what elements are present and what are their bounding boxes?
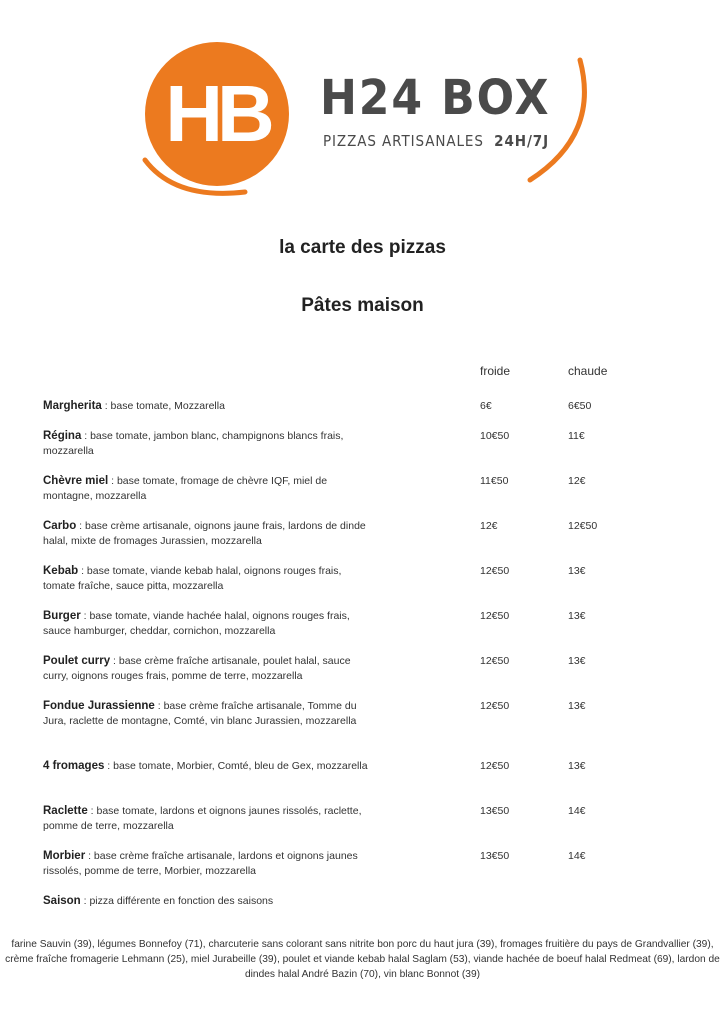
price-hot: 13€: [568, 655, 586, 667]
price-cold: 12€50: [480, 610, 510, 622]
menu-item-ingredients: : base tomate, viande hachée halal, oignons rouges frais, sauce hamburger, cheddar, cornichon, mozzarella: [43, 610, 350, 637]
menu-item-ingredients: : base crème fraîche artisanale, poulet halal, sauce curry, oignons rouges frais, pomme de terre, mozzarella: [43, 655, 351, 682]
price-cold: 13€50: [480, 850, 510, 862]
price-hot: 13€: [568, 610, 586, 622]
menu-item-ingredients: : base crème fraîche artisanale, lardons et oignons jaunes rissolés, pomme de terre, Morbier, mozzarella: [43, 850, 358, 877]
menu-item-ingredients: : base tomate, fromage de chèvre IQF, miel de montagne, mozzarella: [43, 475, 328, 502]
tagline-text: PIZZAS ARTISANALES: [323, 132, 484, 150]
menu-item: [43, 474, 683, 504]
tagline-hours: 24H/7J: [494, 132, 550, 150]
menu-item-name: Chèvre miel: [43, 475, 109, 487]
menu-item: [43, 804, 683, 834]
price-cold: 12€50: [480, 700, 510, 712]
price-cold: 10€50: [480, 430, 510, 442]
page-title: la carte des pizzas: [279, 237, 446, 258]
menu-item-name: Poulet curry: [43, 655, 111, 667]
menu-item-ingredients: : base tomate, Mozzarella: [101, 400, 225, 412]
menu-item-description: [43, 759, 373, 774]
price-hot: 13€: [568, 700, 586, 712]
menu-item-ingredients: : base tomate, Morbier, Comté, bleu de Gex, mozzarella: [104, 760, 368, 772]
menu-item-description: [43, 609, 373, 639]
column-header-hot: chaude: [568, 364, 608, 378]
logo-arc-icon: [525, 55, 595, 185]
price-cold: 13€50: [480, 805, 510, 817]
menu-item-name: Régina: [43, 430, 82, 442]
menu-item-ingredients: : pizza différente en fonction des saisons: [80, 895, 274, 907]
menu-item: [43, 759, 683, 774]
menu-item-name: Kebab: [43, 565, 79, 577]
price-hot: 14€: [568, 850, 586, 862]
price-hot: 14€: [568, 805, 586, 817]
price-hot: 12€: [568, 475, 586, 487]
menu-item-ingredients: : base tomate, viande kebab halal, oignons rouges frais, tomate fraîche, sauce pitta, mozzarella: [43, 565, 342, 592]
menu-item-description: [43, 849, 373, 879]
price-hot: 12€50: [568, 520, 598, 532]
logo-swoosh-icon: [135, 40, 305, 200]
menu-item-description: [43, 474, 373, 504]
menu-item-ingredients: : base tomate, lardons et oignons jaunes rissolés, raclette, pomme de terre, mozzarella: [43, 805, 362, 832]
menu-item-name: Saison: [43, 895, 81, 907]
menu-item-name: 4 fromages: [43, 760, 105, 772]
menu-item-description: [43, 699, 373, 729]
price-cold: 12€: [480, 520, 498, 532]
menu-item-name: Carbo: [43, 520, 77, 532]
price-cold: 12€50: [480, 760, 510, 772]
price-hot: 6€50: [568, 400, 592, 412]
price-cold: 6€: [480, 400, 492, 412]
page-subtitle: Pâtes maison: [301, 295, 424, 316]
menu-item-description: [43, 654, 373, 684]
column-header-cold: froide: [480, 364, 511, 378]
logo-monogram: HB: [145, 42, 289, 186]
menu-item-description: [43, 519, 373, 549]
price-hot: 11€: [568, 430, 585, 442]
menu-item: [43, 564, 683, 594]
menu-item-description: [43, 894, 443, 909]
menu-item: [43, 399, 683, 414]
menu-item: [43, 609, 683, 639]
menu-item-name: Fondue Jurassienne: [43, 700, 155, 712]
menu-item: [43, 429, 683, 459]
menu-item: [43, 699, 683, 729]
price-cold: 12€50: [480, 565, 510, 577]
price-cold: 11€50: [480, 475, 509, 487]
brand-name: H24 BOX: [320, 70, 551, 126]
suppliers-footer: farine Sauvin (39), légumes Bonnefoy (71), charcuterie sans colorant sans nitrite bon porc du haut jura (39), fromages fruitière du pays de Grandvallier (39), crème fraîche fromagerie Lehmann (25), miel Jurabeille (39), poulet et viande kebab halal Saglam (53), viande hachée de boeuf halal Redmeat (69), lardon de dindes halal André Bazin (70), vin blanc Bonnot (39): [5, 939, 720, 980]
menu-item-name: Burger: [43, 610, 81, 622]
menu-item: [43, 894, 683, 909]
menu-item-name: Morbier: [43, 850, 86, 862]
menu-item: [43, 849, 683, 879]
menu-item-description: [43, 399, 373, 414]
brand-tagline: [323, 132, 549, 150]
menu-item-description: [43, 804, 373, 834]
price-hot: 13€: [568, 760, 586, 772]
price-cold: 12€50: [480, 655, 510, 667]
menu-item-ingredients: : base tomate, jambon blanc, champignons blancs frais, mozzarella: [43, 430, 344, 457]
menu-item-name: Margherita: [43, 400, 102, 412]
menu-item-description: [43, 564, 373, 594]
menu-item-ingredients: : base crème fraîche artisanale, Tomme du Jura, raclette de montagne, Comté, vin blanc Jurassien, mozzarella: [43, 700, 357, 727]
menu-item: [43, 519, 683, 549]
menu-item-name: Raclette: [43, 805, 88, 817]
menu-item-ingredients: : base crème artisanale, oignons jaune frais, lardons de dinde halal, mixte de fromages Jurassien, mozzarella: [43, 520, 366, 547]
price-hot: 13€: [568, 565, 586, 577]
menu-item-description: [43, 429, 373, 459]
menu-item: [43, 654, 683, 684]
